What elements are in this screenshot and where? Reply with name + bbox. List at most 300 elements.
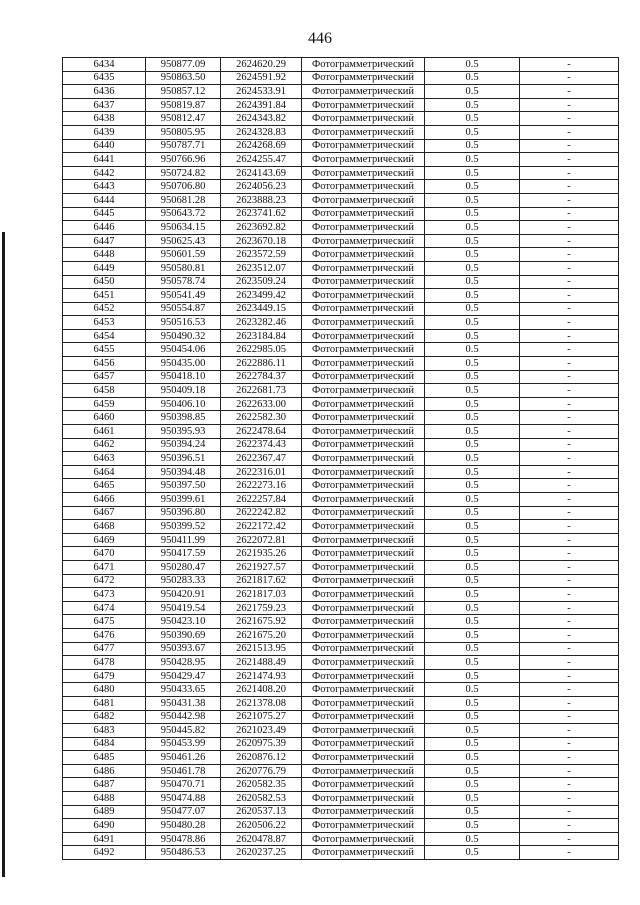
table-row: [63, 560, 619, 574]
description-cell: -: [520, 574, 619, 588]
method-cell: Фотограмметрический: [302, 547, 425, 561]
point-number-cell: 6463: [63, 452, 146, 466]
description-cell: -: [520, 343, 619, 357]
description-cell: -: [520, 384, 619, 398]
table-row: [63, 520, 619, 534]
y-coordinate-cell: 2623509.24: [221, 275, 302, 289]
point-number-cell: 6490: [63, 819, 146, 833]
description-cell: -: [520, 248, 619, 262]
y-coordinate-cell: 2623512.07: [221, 261, 302, 275]
precision-cell: 0.5: [425, 302, 520, 316]
x-coordinate-cell: 950431.38: [146, 696, 221, 710]
y-coordinate-cell: 2622681.73: [221, 384, 302, 398]
point-number-cell: 6474: [63, 601, 146, 615]
y-coordinate-cell: 2621488.49: [221, 656, 302, 670]
method-cell: Фотограмметрический: [302, 452, 425, 466]
method-cell: Фотограмметрический: [302, 58, 425, 72]
table-row: [63, 764, 619, 778]
table-row: [63, 98, 619, 112]
description-cell: -: [520, 792, 619, 806]
y-coordinate-cell: 2622985.05: [221, 343, 302, 357]
method-cell: Фотограмметрический: [302, 628, 425, 642]
x-coordinate-cell: 950578.74: [146, 275, 221, 289]
precision-cell: 0.5: [425, 588, 520, 602]
method-cell: Фотограмметрический: [302, 139, 425, 153]
method-cell: Фотограмметрический: [302, 615, 425, 629]
table-row: [63, 207, 619, 221]
precision-cell: 0.5: [425, 465, 520, 479]
x-coordinate-cell: 950857.12: [146, 85, 221, 99]
method-cell: Фотограмметрический: [302, 180, 425, 194]
scan-edge-mark: [2, 232, 5, 877]
method-cell: Фотограмметрический: [302, 289, 425, 303]
point-number-cell: 6439: [63, 125, 146, 139]
x-coordinate-cell: 950554.87: [146, 302, 221, 316]
table-row: [63, 656, 619, 670]
y-coordinate-cell: 2620876.12: [221, 751, 302, 765]
method-cell: Фотограмметрический: [302, 166, 425, 180]
method-cell: Фотограмметрический: [302, 85, 425, 99]
description-cell: -: [520, 125, 619, 139]
point-number-cell: 6488: [63, 792, 146, 806]
table-row: [63, 125, 619, 139]
y-coordinate-cell: 2623499.42: [221, 289, 302, 303]
precision-cell: 0.5: [425, 846, 520, 860]
method-cell: Фотограмметрический: [302, 465, 425, 479]
description-cell: -: [520, 479, 619, 493]
table-row: [63, 778, 619, 792]
table-row: [63, 275, 619, 289]
y-coordinate-cell: 2620506.22: [221, 819, 302, 833]
table-row: [63, 452, 619, 466]
x-coordinate-cell: 950394.48: [146, 465, 221, 479]
precision-cell: 0.5: [425, 384, 520, 398]
y-coordinate-cell: 2623449.15: [221, 302, 302, 316]
precision-cell: 0.5: [425, 329, 520, 343]
x-coordinate-cell: 950812.47: [146, 112, 221, 126]
point-number-cell: 6448: [63, 248, 146, 262]
precision-cell: 0.5: [425, 85, 520, 99]
point-number-cell: 6489: [63, 805, 146, 819]
table-row: [63, 316, 619, 330]
y-coordinate-cell: 2621675.20: [221, 628, 302, 642]
x-coordinate-cell: 950396.51: [146, 452, 221, 466]
y-coordinate-cell: 2621075.27: [221, 710, 302, 724]
point-number-cell: 6437: [63, 98, 146, 112]
table-row: [63, 819, 619, 833]
point-number-cell: 6438: [63, 112, 146, 126]
method-cell: Фотограмметрический: [302, 125, 425, 139]
point-number-cell: 6476: [63, 628, 146, 642]
method-cell: Фотограмметрический: [302, 778, 425, 792]
precision-cell: 0.5: [425, 221, 520, 235]
point-number-cell: 6479: [63, 669, 146, 683]
method-cell: Фотограмметрический: [302, 316, 425, 330]
x-coordinate-cell: 950390.69: [146, 628, 221, 642]
y-coordinate-cell: 2620582.35: [221, 778, 302, 792]
point-number-cell: 6472: [63, 574, 146, 588]
x-coordinate-cell: 950409.18: [146, 384, 221, 398]
table-row: [63, 357, 619, 371]
x-coordinate-cell: 950411.99: [146, 533, 221, 547]
table-row: [63, 533, 619, 547]
y-coordinate-cell: 2624056.23: [221, 180, 302, 194]
x-coordinate-cell: 950706.80: [146, 180, 221, 194]
table-row: [63, 724, 619, 738]
y-coordinate-cell: 2622374.43: [221, 438, 302, 452]
x-coordinate-cell: 950805.95: [146, 125, 221, 139]
method-cell: Фотограмметрический: [302, 601, 425, 615]
description-cell: -: [520, 275, 619, 289]
precision-cell: 0.5: [425, 153, 520, 167]
y-coordinate-cell: 2621408.20: [221, 683, 302, 697]
precision-cell: 0.5: [425, 642, 520, 656]
method-cell: Фотограмметрический: [302, 493, 425, 507]
y-coordinate-cell: 2622172.42: [221, 520, 302, 534]
precision-cell: 0.5: [425, 411, 520, 425]
x-coordinate-cell: 950461.78: [146, 764, 221, 778]
description-cell: -: [520, 153, 619, 167]
description-cell: -: [520, 357, 619, 371]
precision-cell: 0.5: [425, 275, 520, 289]
description-cell: -: [520, 329, 619, 343]
x-coordinate-cell: 950428.95: [146, 656, 221, 670]
precision-cell: 0.5: [425, 261, 520, 275]
point-number-cell: 6468: [63, 520, 146, 534]
precision-cell: 0.5: [425, 58, 520, 72]
y-coordinate-cell: 2621378.08: [221, 696, 302, 710]
point-number-cell: 6469: [63, 533, 146, 547]
method-cell: Фотограмметрический: [302, 98, 425, 112]
point-number-cell: 6462: [63, 438, 146, 452]
table-row: [63, 710, 619, 724]
x-coordinate-cell: 950681.28: [146, 193, 221, 207]
method-cell: Фотограмметрический: [302, 302, 425, 316]
y-coordinate-cell: 2624143.69: [221, 166, 302, 180]
x-coordinate-cell: 950406.10: [146, 397, 221, 411]
coordinates-table: [62, 57, 619, 860]
table-row: [63, 261, 619, 275]
y-coordinate-cell: 2621817.62: [221, 574, 302, 588]
point-number-cell: 6459: [63, 397, 146, 411]
table-row: [63, 506, 619, 520]
point-number-cell: 6485: [63, 751, 146, 765]
x-coordinate-cell: 950418.10: [146, 370, 221, 384]
table-row: [63, 669, 619, 683]
x-coordinate-cell: 950480.28: [146, 819, 221, 833]
table-row: [63, 71, 619, 85]
precision-cell: 0.5: [425, 289, 520, 303]
method-cell: Фотограмметрический: [302, 724, 425, 738]
description-cell: -: [520, 778, 619, 792]
description-cell: -: [520, 166, 619, 180]
y-coordinate-cell: 2621675.92: [221, 615, 302, 629]
point-number-cell: 6452: [63, 302, 146, 316]
description-cell: -: [520, 520, 619, 534]
x-coordinate-cell: 950601.59: [146, 248, 221, 262]
table-row: [63, 751, 619, 765]
table-row: [63, 628, 619, 642]
table-row: [63, 397, 619, 411]
point-number-cell: 6441: [63, 153, 146, 167]
description-cell: -: [520, 493, 619, 507]
precision-cell: 0.5: [425, 193, 520, 207]
y-coordinate-cell: 2622633.00: [221, 397, 302, 411]
method-cell: Фотограмметрический: [302, 683, 425, 697]
precision-cell: 0.5: [425, 357, 520, 371]
precision-cell: 0.5: [425, 560, 520, 574]
point-number-cell: 6482: [63, 710, 146, 724]
point-number-cell: 6435: [63, 71, 146, 85]
point-number-cell: 6457: [63, 370, 146, 384]
description-cell: -: [520, 112, 619, 126]
precision-cell: 0.5: [425, 737, 520, 751]
point-number-cell: 6454: [63, 329, 146, 343]
method-cell: Фотограмметрический: [302, 343, 425, 357]
y-coordinate-cell: 2623572.59: [221, 248, 302, 262]
method-cell: Фотограмметрический: [302, 819, 425, 833]
y-coordinate-cell: 2623741.62: [221, 207, 302, 221]
precision-cell: 0.5: [425, 628, 520, 642]
table-row: [63, 384, 619, 398]
description-cell: -: [520, 139, 619, 153]
y-coordinate-cell: 2622784.37: [221, 370, 302, 384]
x-coordinate-cell: 950442.98: [146, 710, 221, 724]
point-number-cell: 6470: [63, 547, 146, 561]
y-coordinate-cell: 2622582.30: [221, 411, 302, 425]
y-coordinate-cell: 2624591.92: [221, 71, 302, 85]
method-cell: Фотограмметрический: [302, 275, 425, 289]
precision-cell: 0.5: [425, 139, 520, 153]
x-coordinate-cell: 950787.71: [146, 139, 221, 153]
method-cell: Фотограмметрический: [302, 248, 425, 262]
table-row: [63, 493, 619, 507]
point-number-cell: 6443: [63, 180, 146, 194]
point-number-cell: 6471: [63, 560, 146, 574]
description-cell: -: [520, 98, 619, 112]
x-coordinate-cell: 950634.15: [146, 221, 221, 235]
precision-cell: 0.5: [425, 112, 520, 126]
method-cell: Фотограмметрический: [302, 520, 425, 534]
y-coordinate-cell: 2623692.82: [221, 221, 302, 235]
x-coordinate-cell: 950396.80: [146, 506, 221, 520]
x-coordinate-cell: 950474.88: [146, 792, 221, 806]
description-cell: -: [520, 261, 619, 275]
y-coordinate-cell: 2621759.23: [221, 601, 302, 615]
description-cell: -: [520, 207, 619, 221]
table-row: [63, 846, 619, 860]
description-cell: -: [520, 180, 619, 194]
method-cell: Фотограмметрический: [302, 832, 425, 846]
table-row: [63, 85, 619, 99]
x-coordinate-cell: 950541.49: [146, 289, 221, 303]
description-cell: -: [520, 533, 619, 547]
table-row: [63, 438, 619, 452]
description-cell: -: [520, 560, 619, 574]
method-cell: Фотограмметрический: [302, 193, 425, 207]
precision-cell: 0.5: [425, 248, 520, 262]
y-coordinate-cell: 2620237.25: [221, 846, 302, 860]
y-coordinate-cell: 2622242.82: [221, 506, 302, 520]
x-coordinate-cell: 950486.53: [146, 846, 221, 860]
y-coordinate-cell: 2620776.79: [221, 764, 302, 778]
description-cell: -: [520, 588, 619, 602]
precision-cell: 0.5: [425, 98, 520, 112]
description-cell: -: [520, 438, 619, 452]
precision-cell: 0.5: [425, 805, 520, 819]
table-row: [63, 601, 619, 615]
description-cell: -: [520, 764, 619, 778]
precision-cell: 0.5: [425, 125, 520, 139]
x-coordinate-cell: 950819.87: [146, 98, 221, 112]
x-coordinate-cell: 950417.59: [146, 547, 221, 561]
method-cell: Фотограмметрический: [302, 737, 425, 751]
description-cell: -: [520, 819, 619, 833]
description-cell: -: [520, 425, 619, 439]
method-cell: Фотограмметрический: [302, 792, 425, 806]
method-cell: Фотограмметрический: [302, 560, 425, 574]
method-cell: Фотограмметрический: [302, 846, 425, 860]
method-cell: Фотограмметрический: [302, 438, 425, 452]
table-row: [63, 411, 619, 425]
table-row: [63, 832, 619, 846]
y-coordinate-cell: 2622367.47: [221, 452, 302, 466]
x-coordinate-cell: 950280.47: [146, 560, 221, 574]
precision-cell: 0.5: [425, 656, 520, 670]
table-row: [63, 696, 619, 710]
description-cell: -: [520, 193, 619, 207]
precision-cell: 0.5: [425, 683, 520, 697]
table-row: [63, 425, 619, 439]
method-cell: Фотограмметрический: [302, 669, 425, 683]
x-coordinate-cell: 950516.53: [146, 316, 221, 330]
table-row: [63, 547, 619, 561]
x-coordinate-cell: 950435.00: [146, 357, 221, 371]
point-number-cell: 6473: [63, 588, 146, 602]
x-coordinate-cell: 950470.71: [146, 778, 221, 792]
table-row: [63, 180, 619, 194]
y-coordinate-cell: 2621474.93: [221, 669, 302, 683]
description-cell: -: [520, 71, 619, 85]
method-cell: Фотограмметрический: [302, 751, 425, 765]
table-row: [63, 792, 619, 806]
point-number-cell: 6447: [63, 234, 146, 248]
description-cell: -: [520, 85, 619, 99]
precision-cell: 0.5: [425, 533, 520, 547]
point-number-cell: 6451: [63, 289, 146, 303]
y-coordinate-cell: 2621927.57: [221, 560, 302, 574]
description-cell: -: [520, 506, 619, 520]
x-coordinate-cell: 950766.96: [146, 153, 221, 167]
precision-cell: 0.5: [425, 669, 520, 683]
point-number-cell: 6491: [63, 832, 146, 846]
x-coordinate-cell: 950863.50: [146, 71, 221, 85]
table-row: [63, 479, 619, 493]
description-cell: -: [520, 805, 619, 819]
x-coordinate-cell: 950478.86: [146, 832, 221, 846]
x-coordinate-cell: 950490.32: [146, 329, 221, 343]
precision-cell: 0.5: [425, 207, 520, 221]
coordinates-table-body: [63, 58, 619, 860]
y-coordinate-cell: 2622478.64: [221, 425, 302, 439]
method-cell: Фотограмметрический: [302, 411, 425, 425]
method-cell: Фотограмметрический: [302, 506, 425, 520]
point-number-cell: 6449: [63, 261, 146, 275]
point-number-cell: 6450: [63, 275, 146, 289]
y-coordinate-cell: 2623282.46: [221, 316, 302, 330]
method-cell: Фотограмметрический: [302, 153, 425, 167]
table-row: [63, 234, 619, 248]
point-number-cell: 6456: [63, 357, 146, 371]
table-row: [63, 588, 619, 602]
precision-cell: 0.5: [425, 343, 520, 357]
x-coordinate-cell: 950477.07: [146, 805, 221, 819]
precision-cell: 0.5: [425, 520, 520, 534]
method-cell: Фотограмметрический: [302, 588, 425, 602]
y-coordinate-cell: 2624620.29: [221, 58, 302, 72]
point-number-cell: 6475: [63, 615, 146, 629]
y-coordinate-cell: 2624268.69: [221, 139, 302, 153]
precision-cell: 0.5: [425, 710, 520, 724]
x-coordinate-cell: 950454.06: [146, 343, 221, 357]
precision-cell: 0.5: [425, 615, 520, 629]
precision-cell: 0.5: [425, 751, 520, 765]
description-cell: -: [520, 696, 619, 710]
y-coordinate-cell: 2622886.11: [221, 357, 302, 371]
description-cell: -: [520, 289, 619, 303]
point-number-cell: 6434: [63, 58, 146, 72]
y-coordinate-cell: 2622257.84: [221, 493, 302, 507]
y-coordinate-cell: 2623888.23: [221, 193, 302, 207]
x-coordinate-cell: 950399.61: [146, 493, 221, 507]
method-cell: Фотограмметрический: [302, 696, 425, 710]
precision-cell: 0.5: [425, 832, 520, 846]
point-number-cell: 6436: [63, 85, 146, 99]
x-coordinate-cell: 950423.10: [146, 615, 221, 629]
point-number-cell: 6440: [63, 139, 146, 153]
method-cell: Фотограмметрический: [302, 329, 425, 343]
description-cell: -: [520, 601, 619, 615]
table-row: [63, 465, 619, 479]
precision-cell: 0.5: [425, 574, 520, 588]
method-cell: Фотограмметрический: [302, 234, 425, 248]
x-coordinate-cell: 950445.82: [146, 724, 221, 738]
table-row: [63, 329, 619, 343]
y-coordinate-cell: 2620975.39: [221, 737, 302, 751]
method-cell: Фотограмметрический: [302, 656, 425, 670]
precision-cell: 0.5: [425, 397, 520, 411]
point-number-cell: 6481: [63, 696, 146, 710]
precision-cell: 0.5: [425, 724, 520, 738]
y-coordinate-cell: 2623184.84: [221, 329, 302, 343]
point-number-cell: 6455: [63, 343, 146, 357]
method-cell: Фотограмметрический: [302, 357, 425, 371]
y-coordinate-cell: 2621023.49: [221, 724, 302, 738]
description-cell: -: [520, 642, 619, 656]
table-row: [63, 574, 619, 588]
point-number-cell: 6486: [63, 764, 146, 778]
method-cell: Фотограмметрический: [302, 574, 425, 588]
y-coordinate-cell: 2620478.87: [221, 832, 302, 846]
precision-cell: 0.5: [425, 438, 520, 452]
description-cell: -: [520, 628, 619, 642]
table-row: [63, 642, 619, 656]
description-cell: -: [520, 221, 619, 235]
y-coordinate-cell: 2624255.47: [221, 153, 302, 167]
precision-cell: 0.5: [425, 601, 520, 615]
y-coordinate-cell: 2622072.81: [221, 533, 302, 547]
x-coordinate-cell: 950453.99: [146, 737, 221, 751]
